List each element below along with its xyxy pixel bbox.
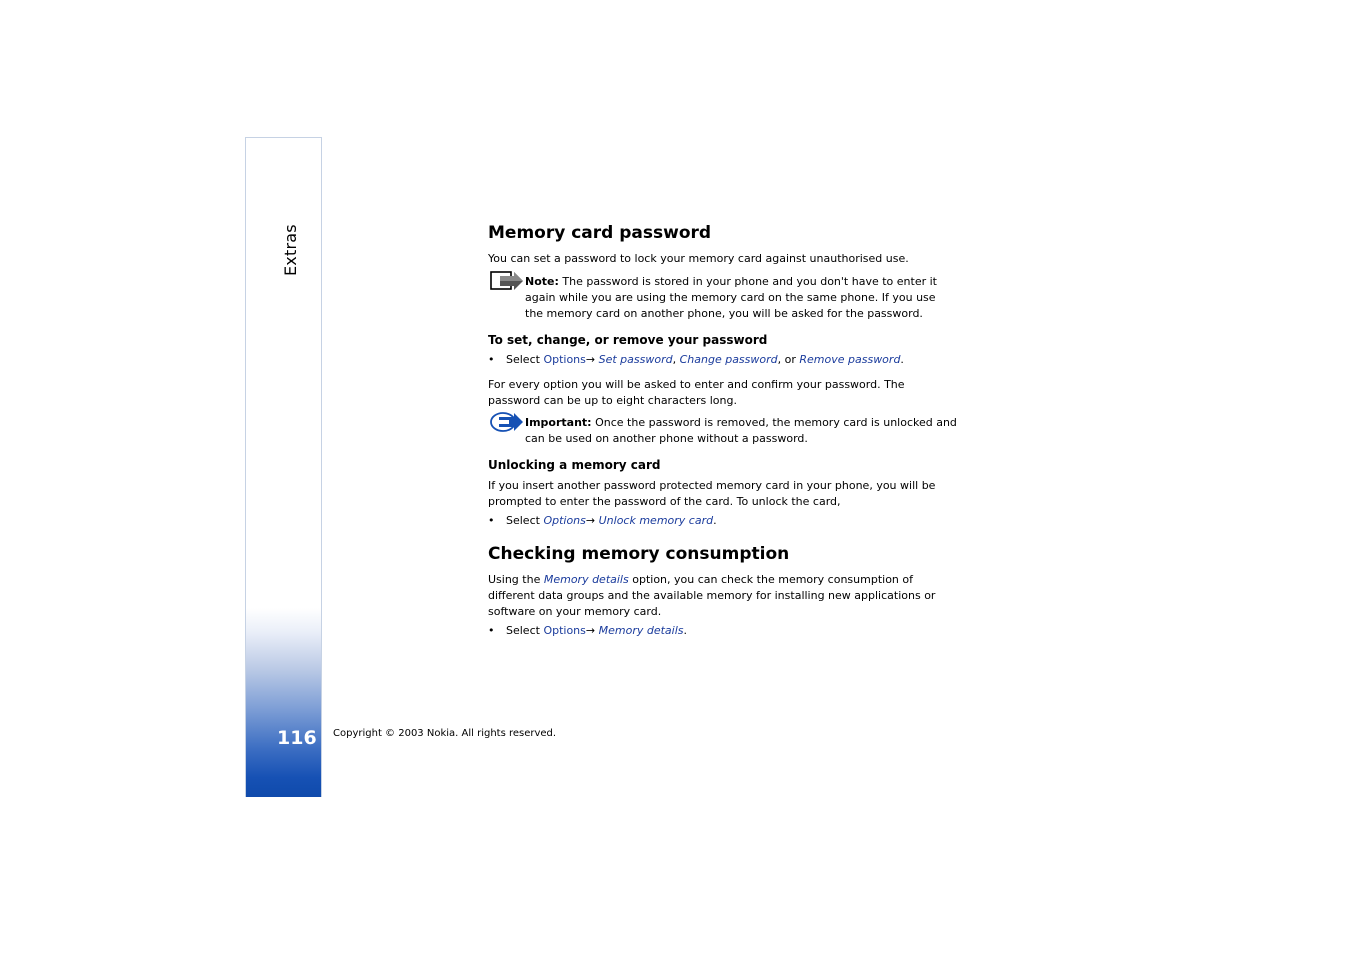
bullet: • (488, 353, 495, 366)
remove-password-link[interactable]: Remove password (799, 353, 901, 366)
period: . (683, 624, 687, 637)
section-heading-memory-card-password: Memory card password (488, 223, 712, 243)
note-text: The password is stored in your phone and you don't have to enter it again while you are using the memory card on the same phone. If you use the memory card on another phone, you will be asked for the password. (525, 275, 937, 320)
arrow-glyph: → (585, 353, 599, 366)
unlocking-paragraph: If you insert another password protected memory card in your phone, you will be prompted to enter the password of the card. To unlock the card, (488, 479, 936, 508)
options-link[interactable]: Options (543, 514, 586, 527)
subheading-set-password: To set, change, or remove your password (488, 333, 768, 347)
list-item-set-password (488, 352, 904, 368)
arrow-glyph: → (585, 514, 599, 527)
arrow-glyph: → (585, 624, 599, 637)
password-length-paragraph: For every option you will be asked to enter and confirm your password. The password can be up to eight characters long. (488, 378, 905, 407)
section-heading-checking-memory-consumption: Checking memory consumption (488, 544, 790, 564)
note-label: Note: (525, 275, 559, 288)
period: . (900, 353, 904, 366)
period: . (713, 514, 717, 527)
select-text: Select (506, 353, 544, 366)
options-link[interactable]: Options (543, 353, 586, 366)
section-label: Extras (281, 224, 300, 276)
separator: , (672, 353, 680, 366)
para-text: option, you can check the memory consumption of different data groups and the available memory for installing new applications or software on your memory card. (488, 573, 936, 618)
memory-details-link[interactable]: Memory details (598, 624, 684, 637)
unlock-memory-card-link[interactable]: Unlock memory card (598, 514, 714, 527)
note-arrow-icon (490, 271, 524, 293)
separator: , or (777, 353, 800, 366)
copyright-notice: Copyright © 2003 Nokia. All rights reserved. (333, 728, 557, 739)
options-link[interactable]: Options (543, 624, 586, 637)
select-text: Select (506, 514, 544, 527)
para-text: Using the (488, 573, 544, 586)
set-password-link[interactable]: Set password (598, 353, 673, 366)
important-hand-icon (490, 411, 524, 433)
change-password-link[interactable]: Change password (679, 353, 778, 366)
important-label: Important: (525, 416, 592, 429)
bullet: • (488, 624, 495, 637)
bullet: • (488, 514, 495, 527)
memory-details-paragraph (488, 572, 956, 620)
intro-paragraph: You can set a password to lock your memory card against unauthorised use. (488, 252, 909, 265)
page-number: 116 (277, 727, 317, 749)
subheading-unlocking-memory-card: Unlocking a memory card (488, 458, 661, 472)
important-paragraph (525, 415, 957, 447)
memory-details-inline-link[interactable]: Memory details (543, 573, 629, 586)
list-item-unlock-card (488, 513, 717, 529)
select-text: Select (506, 624, 544, 637)
important-text: Once the password is removed, the memory card is unlocked and can be used on another phone without a password. (525, 416, 957, 445)
list-item-memory-details (488, 623, 687, 639)
note-paragraph (525, 274, 957, 322)
